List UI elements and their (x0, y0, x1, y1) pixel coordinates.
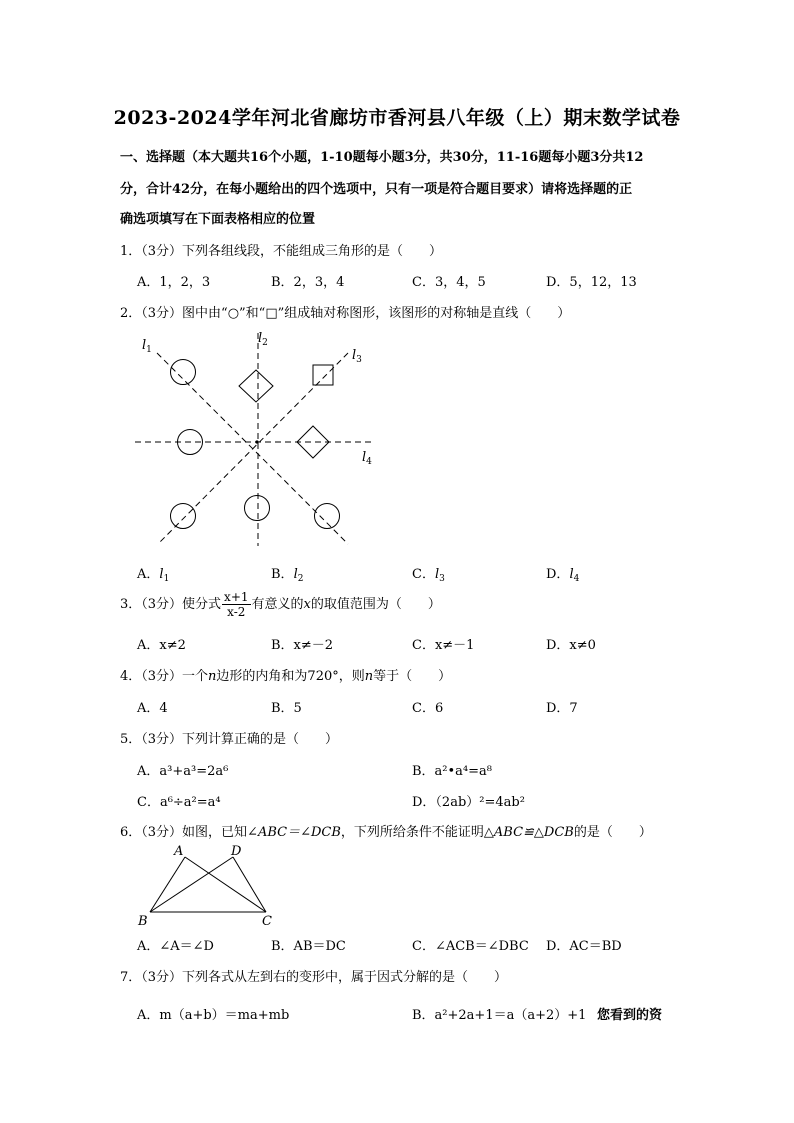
page-title: 2023-2024学年河北省廊坊市香河县八年级（上）期末数学试卷 (113, 107, 681, 129)
circle-shape (245, 496, 270, 521)
q5-option-a: A．a³+a³=2a⁶ (137, 764, 229, 779)
q6-option-d: D．AC＝BD (546, 939, 622, 954)
label-l4: $l_4$ (362, 450, 372, 467)
q6-option-a: A．∠A＝∠D (137, 939, 214, 954)
q3-option-a: A．x≠2 (137, 638, 186, 653)
q3-option-d: D．x≠0 (546, 638, 596, 653)
q3-option-c: C．x≠－1 (412, 638, 475, 653)
fraction: $\frac{x+1}{x-2}$ (224, 590, 249, 619)
q2-option-d: D．$l_4$ (546, 567, 580, 584)
question-5-stem: 5．（3分）下列计算正确的是（ ） (120, 732, 339, 747)
q5-option-c: C．a⁶÷a²=a⁴ (137, 795, 221, 810)
q7-option-b: B．a²+2a+1＝a（a+2）+1 (412, 1008, 587, 1023)
section-instructions-line-2: 分，合计42分，在每小题给出的四个选项中，只有一项是符合题目要求）请将选择题的正 (120, 182, 633, 197)
diamond-shape (239, 370, 273, 402)
q1-option-a: A．1，2，3 (137, 275, 211, 290)
vertex-label-d: D (231, 844, 242, 859)
circle-shape (171, 360, 196, 385)
circle-shape (171, 504, 196, 529)
q2-option-b: B．$l_2$ (271, 567, 304, 584)
label-l1: $l_1$ (142, 338, 152, 355)
q1-option-b: B．2，3，4 (271, 275, 345, 290)
diamond-shape (297, 426, 329, 458)
question-4-stem: 4．（3分）一个n边形的内角和为720°，则n等于（ ） (120, 669, 452, 684)
q5-option-b: B．a²•a⁴=a⁸ (412, 764, 492, 779)
q4-option-a: A．4 (137, 701, 168, 716)
vertex-label-c: C (262, 914, 272, 929)
trailing-text: 您看到的资 (597, 1008, 663, 1023)
q3-option-b: B．x≠－2 (271, 638, 334, 653)
question-2-stem: 2．（3分）图中由“○”和“□”组成轴对称图形，该图形的对称轴是直线（ ） (120, 306, 571, 321)
q1-option-d: D．5，12，13 (546, 275, 637, 290)
section-instructions-line-3: 确选项填写在下面表格相应的位置 (120, 212, 316, 227)
question-1-stem: 1．（3分）下列各组线段，不能组成三角形的是（ ） (120, 244, 443, 259)
axis-line-l3 (158, 353, 348, 544)
q2-option-a: A．$l_1$ (137, 567, 170, 584)
center-point (255, 440, 258, 443)
q1-option-c: C．3，4，5 (412, 275, 486, 290)
q7-option-a: A．m（a+b）＝ma+mb (137, 1008, 290, 1023)
q5-option-d: D．（2ab）²=4ab² (412, 795, 525, 810)
question-3-stem: 3．（3分）使分式 $\frac{x+1}{x-2}$ 有意义的x的取值范围为（ ） (120, 590, 441, 619)
q6-option-b: B．AB＝DC (271, 939, 346, 954)
section-instructions-line-1: 一、选择题（本大题共16个小题，1-10题每小题3分，共30分，11-16题每小题3分共12 (120, 150, 644, 165)
vertex-label-a: A (174, 844, 184, 859)
label-l3: $l_3$ (352, 348, 362, 365)
q4-option-b: B．5 (271, 701, 302, 716)
question-6-stem: 6．（3分）如图，已知∠ABC＝∠DCB，下列所给条件不能证明△ABC≌△DCB的是（ ） (120, 825, 652, 840)
square-shape (313, 365, 333, 385)
q6-option-c: C．∠ACB＝∠DBC (412, 939, 529, 954)
circle-shape (315, 504, 340, 529)
q4-option-d: D．7 (546, 701, 578, 716)
vertex-label-b: B (138, 914, 148, 929)
q4-option-c: C．6 (412, 701, 444, 716)
triangle-figure (132, 840, 282, 932)
question-7-stem: 7．（3分）下列各式从左到右的变形中，属于因式分解的是（ ） (120, 970, 508, 985)
symmetry-figure (130, 328, 390, 553)
label-l2: $l_2$ (258, 331, 268, 348)
q2-option-c: C．$l_3$ (412, 567, 445, 584)
